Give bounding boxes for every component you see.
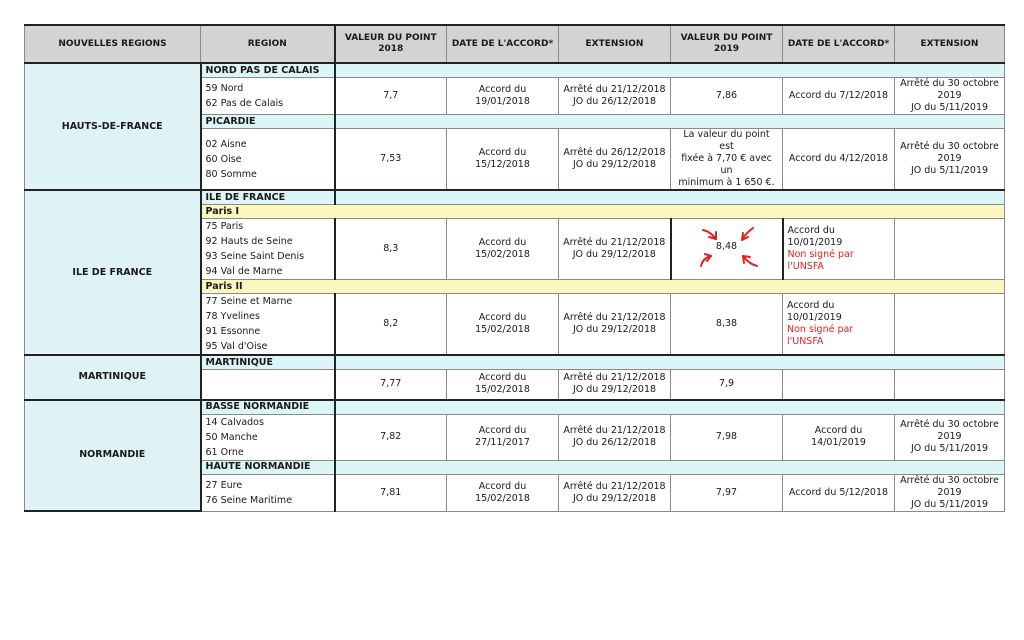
extension-2019: [895, 129, 1005, 191]
ext-line: JO du 26/12/2018: [572, 96, 657, 107]
accord-2018: Accord du 15/02/2018: [447, 219, 559, 280]
dept-list: [201, 294, 335, 356]
nouvelle-region-martinique: MARTINIQUE: [25, 355, 201, 400]
region-title-ile-de-france: ILE DE FRANCE: [201, 190, 335, 205]
valeur-2018: 7,81: [335, 474, 447, 511]
valeur-2018: 8,3: [335, 219, 447, 280]
note-line: fixée à 7,70 € avec un: [681, 153, 772, 176]
ext-line: 2019: [937, 90, 962, 101]
valeur-du-point-table: [24, 24, 1005, 512]
header-extension-2018: EXTENSION: [559, 25, 671, 63]
extension-2018: [559, 294, 671, 356]
region-title-haute-normandie: HAUTE NORMANDIE: [201, 460, 335, 474]
valeur-2019: 7,86: [671, 78, 783, 115]
extension-2019: [895, 78, 1005, 115]
valeur-2019: 8,48: [715, 241, 738, 252]
nouvelle-region-hauts-de-france: HAUTS-DE-FRANCE: [25, 63, 201, 190]
ext-line: Arrêté du 21/12/2018: [563, 425, 666, 436]
extension-2019: [895, 474, 1005, 511]
ext-line: JO du 29/12/2018: [572, 249, 656, 260]
header-valeur-2019: VALEUR DU POINT 2019: [671, 25, 783, 63]
ext-line: Arrêté du 21/12/2018: [563, 312, 666, 323]
dept-list: [201, 414, 335, 460]
ext-line: 2019: [937, 431, 962, 442]
dept-item: 95 Val d'Oise: [205, 341, 268, 352]
region-band: [335, 355, 1005, 370]
header-date-accord-2018: DATE DE L'ACCORD*: [447, 25, 559, 63]
accord-2019: Accord du 14/01/2019: [783, 414, 895, 460]
accord-2019: [783, 370, 895, 400]
dept-list: [201, 474, 335, 511]
ext-line: Arrêté du 30 octobre: [900, 141, 999, 152]
ext-line: Arrêté du 21/12/2018: [563, 480, 666, 492]
dept-item: 92 Hauts de Seine: [205, 236, 293, 247]
dept-list: [201, 129, 335, 191]
accord-2018: Accord du 19/01/2018: [447, 78, 559, 115]
region-title-picardie: PICARDIE: [201, 115, 335, 129]
extension-2019: [895, 370, 1005, 400]
extension-2019: [895, 219, 1005, 280]
valeur-2019-highlighted: [671, 219, 783, 280]
ext-line: JO du 5/11/2019: [910, 165, 989, 176]
extension-2018: [559, 78, 671, 115]
region-title-martinique: MARTINIQUE: [201, 355, 335, 370]
region-band: [335, 190, 1005, 205]
ext-line: Arrêté du 30 octobre: [900, 78, 999, 89]
header-row: [25, 25, 1005, 63]
valeur-2019: 7,98: [671, 414, 783, 460]
nouvelle-region-normandie: NORMANDIE: [25, 400, 201, 512]
dept-list: [201, 370, 335, 400]
header-date-accord-2019: DATE DE L'ACCORD*: [783, 25, 895, 63]
extension-2019: [895, 414, 1005, 460]
unsfa-note: Non signé par l'UNSFA: [787, 249, 854, 272]
dept-item: 14 Calvados: [205, 416, 264, 428]
accord-2018: Accord du 15/02/2018: [447, 294, 559, 356]
nouvelle-region-ile-de-france: ILE DE FRANCE: [25, 190, 201, 355]
ext-line: 2019: [937, 486, 962, 498]
extension-2018: [559, 219, 671, 280]
subregion-title-paris-2: Paris II: [201, 280, 1005, 294]
valeur-2019: [671, 129, 783, 191]
dept-item: 78 Yvelines: [205, 311, 260, 322]
dept-item: 60 Oise: [205, 153, 242, 165]
valeur-2018: 7,7: [335, 78, 447, 115]
dept-list: [201, 219, 335, 280]
dept-item: 27 Eure: [205, 479, 243, 491]
accord-2019: Accord du 4/12/2018: [783, 129, 895, 191]
dept-item: 50 Manche: [205, 431, 258, 443]
header-region: REGION: [201, 25, 335, 63]
accord-2019: Accord du 5/12/2018: [783, 474, 895, 511]
note-line: minimum à 1 650 €.: [678, 177, 775, 188]
valeur-2019: 7,9: [671, 370, 783, 400]
accord-2018: Accord du 15/12/2018: [447, 129, 559, 191]
valeur-2018: 7,77: [335, 370, 447, 400]
accord-2018: Accord du 27/11/2017: [447, 414, 559, 460]
dept-item: 76 Seine Maritime: [205, 494, 293, 506]
ext-line: Arrêté du 30 octobre: [900, 419, 999, 430]
ext-line: JO du 29/12/2018: [572, 159, 657, 170]
region-band: [335, 400, 1005, 415]
valeur-2019: 7,97: [671, 474, 783, 511]
region-title-nord-pas-de-calais: NORD PAS DE CALAIS: [201, 63, 335, 78]
dept-item: 93 Seine Saint Denis: [205, 251, 305, 262]
dept-item: 02 Aisne: [205, 138, 247, 150]
accord-line: Accord du 10/01/2019: [787, 225, 843, 248]
table-row: [25, 400, 1005, 415]
ext-line: JO du 5/11/2019: [910, 498, 989, 510]
accord-2019: [783, 219, 895, 280]
accord-2019: Accord du 7/12/2018: [783, 78, 895, 115]
extension-2018: [559, 474, 671, 511]
ext-line: JO du 29/12/2018: [572, 324, 657, 335]
ext-line: Arrêté du 21/12/2018: [563, 84, 666, 95]
accord-2018: Accord du 15/02/2018: [447, 370, 559, 400]
ext-line: JO du 29/12/2018: [572, 384, 657, 396]
dept-list: [201, 78, 335, 115]
dept-item: 77 Seine et Marne: [205, 296, 293, 307]
extension-2018: [559, 370, 671, 400]
unsfa-note: Non signé par l'UNSFA: [787, 324, 854, 347]
accord-2018: Accord du 15/02/2018: [447, 474, 559, 511]
header-valeur-2018: VALEUR DU POINT 2018: [335, 25, 447, 63]
ext-line: 2019: [937, 153, 962, 164]
valeur-2018: 7,53: [335, 129, 447, 191]
dept-item: 94 Val de Marne: [205, 266, 283, 277]
region-band: [335, 460, 1005, 474]
accord-line: Accord du 10/01/2019: [787, 300, 842, 323]
extension-2018: [559, 414, 671, 460]
table-row: [25, 63, 1005, 78]
dept-item: 61 Orne: [205, 446, 244, 458]
dept-item: 62 Pas de Calais: [205, 98, 284, 109]
valeur-2019: 8,38: [671, 294, 783, 356]
extension-2019: [895, 294, 1005, 356]
region-band: [335, 63, 1005, 78]
ext-line: Arrêté du 26/12/2018: [563, 147, 666, 158]
ext-line: JO du 26/12/2018: [572, 437, 657, 448]
note-line: La valeur du point est: [683, 129, 770, 152]
valeur-2018: 7,82: [335, 414, 447, 460]
ext-line: Arrêté du 30 octobre: [900, 474, 999, 486]
dept-item: 91 Essonne: [205, 326, 261, 337]
ext-line: Arrêté du 21/12/2018: [563, 372, 666, 384]
ext-line: Arrêté du 21/12/2018: [563, 237, 666, 248]
dept-item: 59 Nord: [205, 83, 244, 94]
region-band: [335, 115, 1005, 129]
ext-line: JO du 29/12/2018: [572, 492, 657, 504]
accord-2019: [783, 294, 895, 356]
header-nouvelles-regions: NOUVELLES REGIONS: [25, 25, 201, 63]
valeur-2018: 8,2: [335, 294, 447, 356]
annotation-arrows: [687, 224, 767, 270]
table-row: [25, 190, 1005, 205]
dept-item: 75 Paris: [205, 221, 244, 232]
region-title-basse-normandie: BASSE NORMANDIE: [201, 400, 335, 415]
ext-line: JO du 5/11/2019: [910, 443, 989, 454]
table-row: [25, 355, 1005, 370]
extension-2018: [559, 129, 671, 191]
dept-item: 80 Somme: [205, 168, 257, 180]
ext-line: JO du 5/11/2019: [910, 102, 989, 113]
header-extension-2019: EXTENSION: [895, 25, 1005, 63]
subregion-title-paris-1: Paris I: [201, 205, 1005, 219]
